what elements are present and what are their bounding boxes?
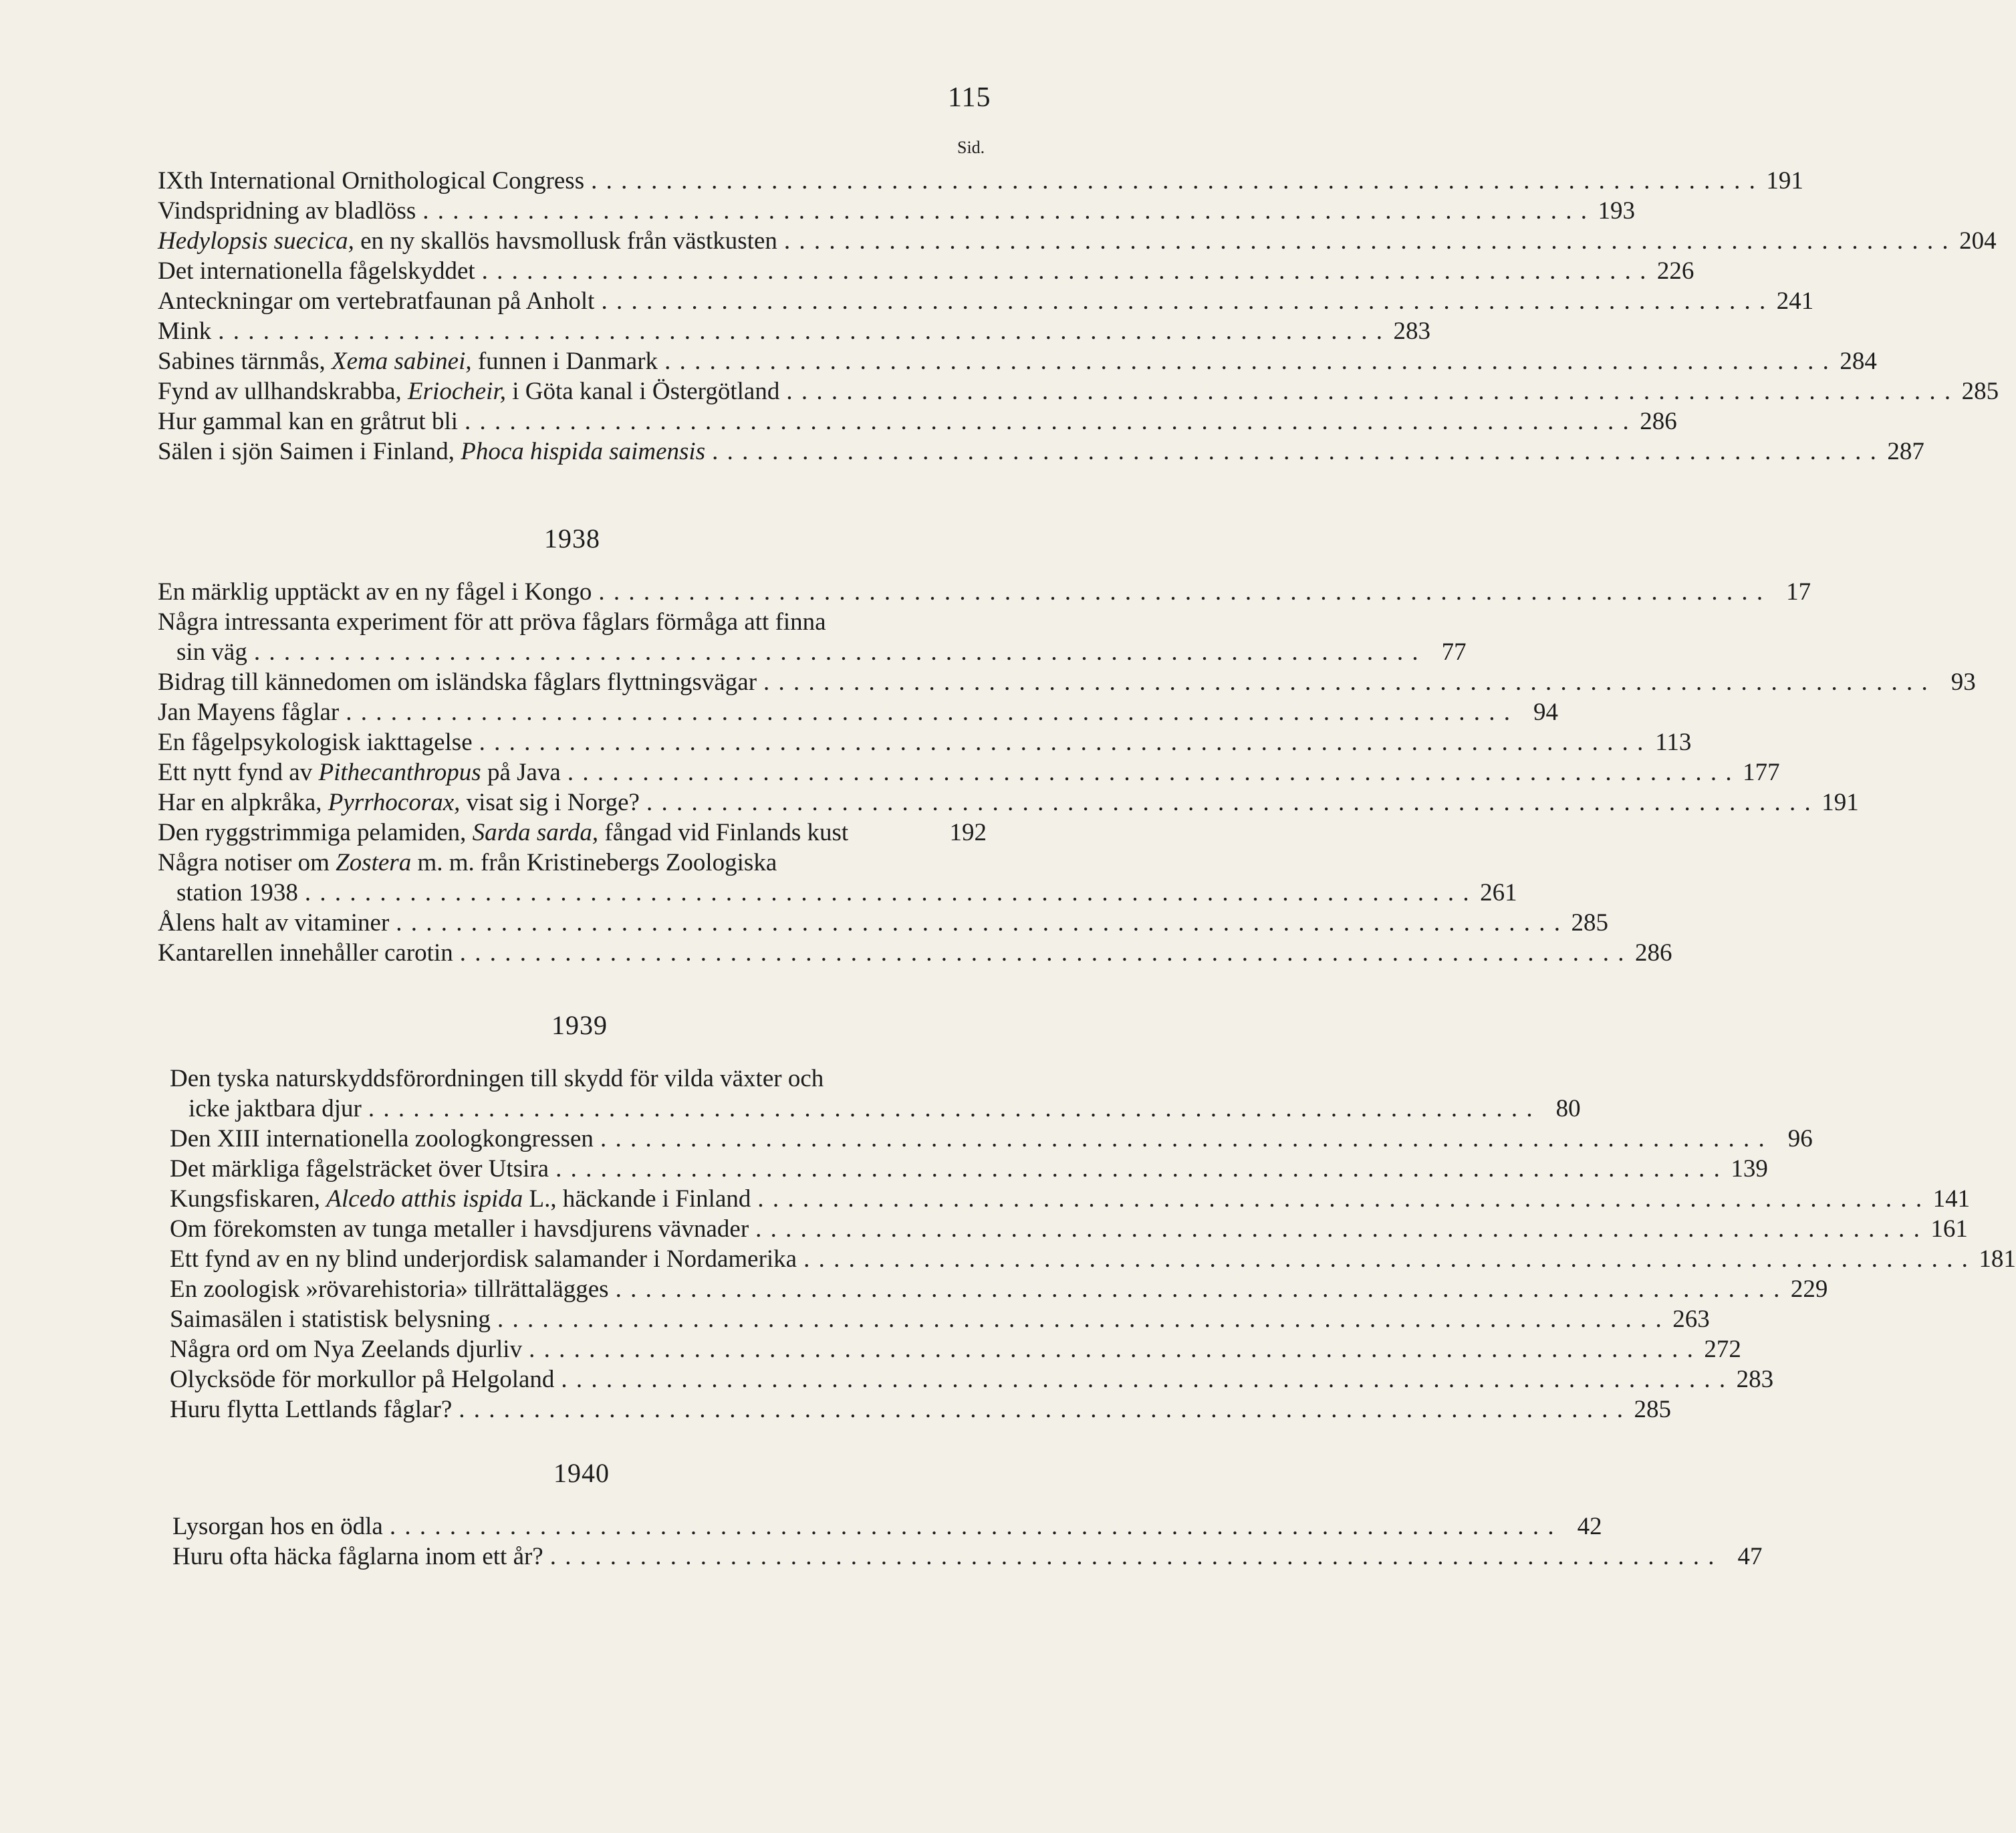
toc-entry [170, 1154, 1768, 1184]
entry-page: 77 [1441, 638, 1467, 666]
page-number: 115 [948, 82, 991, 113]
entry-title: IXth International Ornithological Congress [158, 167, 585, 195]
year-heading: 1939 [551, 1010, 608, 1040]
toc-entry [170, 1094, 1581, 1124]
species-name: Xema sabinei, [331, 348, 472, 375]
entry-page: 141 [1932, 1185, 1971, 1213]
entry-page: 181 [1979, 1245, 2016, 1273]
entry-title-pre: Sälen i sjön Saimen i Finland, [158, 438, 461, 465]
toc-entry [170, 1304, 1710, 1334]
entry-title: Vindspridning av bladlöss [158, 197, 416, 225]
entry-title: Några ord om Nya Zeelands djurliv [170, 1336, 523, 1363]
toc-entry [158, 196, 1636, 226]
dot-leader [763, 667, 1928, 697]
toc-entry [158, 226, 1997, 256]
entry-title: Huru ofta häcka fåglarna inom ett år? [172, 1543, 543, 1570]
entry-title-pre: Några notiser om [158, 849, 336, 876]
toc-entry [158, 818, 987, 848]
dot-leader [465, 406, 1629, 437]
entry-title: icke jaktbara djur [188, 1095, 362, 1122]
dot-leader [459, 1394, 1623, 1425]
toc-entry [158, 938, 1672, 968]
dot-leader [396, 908, 1560, 938]
toc-section-continued [158, 166, 1999, 467]
entry-title-rest: på Java [481, 759, 561, 786]
toc-entry [170, 1124, 1813, 1154]
entry-title: Ålens halt av vitaminer [158, 909, 390, 937]
dot-leader [368, 1094, 1533, 1124]
toc-entry [158, 286, 1814, 316]
entry-title-pre: Fynd av ullhandskrabba, [158, 378, 408, 405]
page-column-label: Sid. [957, 138, 985, 157]
entry-title [158, 346, 658, 376]
entry-title: Huru flytta Lettlands fåglar? [170, 1396, 453, 1423]
toc-section-1938 [158, 523, 1976, 968]
entry-page: 272 [1704, 1336, 1741, 1363]
entry-page: 96 [1787, 1125, 1813, 1152]
dot-leader [712, 437, 1876, 467]
toc-entry [170, 1184, 1971, 1214]
toc-entry [158, 908, 1609, 938]
dot-leader [460, 938, 1624, 968]
entry-page: 191 [1821, 789, 1859, 816]
entry-page: 139 [1731, 1155, 1768, 1183]
entry-title [158, 757, 561, 787]
entry-title-pre: Sabines tärnmås, [158, 348, 332, 375]
entry-title: Ett fynd av en ny blind underjordisk salamander i Nordamerika [170, 1245, 797, 1273]
dot-leader [555, 1154, 1720, 1184]
toc-entry [158, 346, 1877, 376]
toc-entry-line1: Den tyska naturskyddsförordningen till skydd för vilda växter och [170, 1065, 824, 1092]
entry-title: sin väg [176, 638, 247, 666]
toc-entry [158, 787, 1859, 818]
toc-entry [158, 577, 1811, 607]
year-heading: 1938 [544, 523, 600, 554]
toc-section-1940 [172, 1457, 1763, 1572]
entry-title: Jan Mayens fåglar [158, 699, 340, 726]
entry-title: Olycksöde för morkullor på Helgoland [170, 1366, 555, 1393]
entry-page: 261 [1480, 879, 1517, 906]
species-name: Sarda sarda, [472, 819, 599, 846]
entry-page: 241 [1776, 287, 1814, 315]
toc-entry [158, 316, 1430, 346]
entry-title-rest: funnen i Danmark [471, 348, 658, 375]
entry-title-pre: Kungsfiskaren, [170, 1185, 327, 1213]
dot-leader [616, 1274, 1780, 1304]
entry-page: 177 [1743, 759, 1780, 786]
toc-entry [172, 1511, 1602, 1542]
entry-page: 47 [1737, 1543, 1763, 1570]
entry-page: 191 [1766, 167, 1803, 195]
dot-leader [601, 286, 1765, 316]
entry-title [158, 376, 779, 406]
entry-title-rest: en ny skallös havsmollusk från västkusten [354, 227, 777, 255]
dot-leader [529, 1334, 1693, 1364]
entry-page: 193 [1598, 197, 1636, 225]
entry-title: Om förekomsten av tunga metaller i havsdjurens vävnader [170, 1215, 749, 1243]
dot-leader [784, 226, 1948, 256]
entry-title: En fågelpsykologisk iakttagelse [158, 729, 473, 756]
dot-leader [390, 1511, 1554, 1542]
year-heading: 1940 [553, 1458, 610, 1488]
entry-title: Det internationella fågelskyddet [158, 257, 475, 285]
entry-page: 17 [1786, 578, 1811, 606]
toc-entry [170, 1394, 1671, 1425]
entry-page: 161 [1930, 1215, 1968, 1243]
dot-leader [755, 1214, 1920, 1244]
entry-page: 204 [1959, 227, 1997, 255]
dot-leader [422, 196, 1587, 226]
species-name: Pithecanthropus [318, 759, 481, 786]
toc-entry-line1: Några intressanta experiment för att pröva fåglars förmåga att finna [158, 608, 826, 636]
entry-title-rest: fångad vid Finlands kust [598, 819, 849, 846]
dot-leader [479, 727, 1644, 757]
species-name: Zostera [336, 849, 412, 876]
entry-page: 284 [1840, 348, 1877, 375]
toc-entry [158, 376, 1999, 406]
dot-leader [561, 1364, 1725, 1394]
dot-leader [600, 1124, 1765, 1154]
entry-page: 283 [1736, 1366, 1774, 1393]
entry-title-rest: visat sig i Norge? [460, 789, 640, 816]
toc-entry [158, 878, 1517, 908]
entry-page: 263 [1672, 1306, 1710, 1333]
dot-leader [218, 316, 1382, 346]
species-name: Hedylopsis suecica, [158, 227, 354, 255]
toc-entry [158, 406, 1677, 437]
toc-entry [158, 166, 1803, 196]
dot-leader [568, 757, 1732, 787]
entry-page: 94 [1533, 699, 1558, 726]
toc-entry [158, 637, 1467, 667]
entry-page: 42 [1577, 1513, 1602, 1540]
toc-entry [170, 1244, 2016, 1274]
species-name: Phoca hispida saimensis [461, 438, 706, 465]
entry-title: En märklig upptäckt av en ny fågel i Kongo [158, 578, 592, 606]
toc-entry [172, 1542, 1763, 1572]
entry-title: Mink [158, 318, 212, 345]
entry-title: Lysorgan hos en ödla [172, 1513, 383, 1540]
toc-entry [158, 437, 1924, 467]
entry-title [158, 437, 705, 467]
dot-leader [497, 1304, 1662, 1334]
species-name: Pyrrhocorax, [328, 789, 461, 816]
entry-page: 229 [1790, 1275, 1828, 1303]
entry-page: 286 [1634, 939, 1672, 967]
entry-page: 283 [1393, 318, 1430, 345]
entry-title-pre: Den ryggstrimmiga pelamiden, [158, 819, 473, 846]
entry-page: 192 [949, 819, 987, 846]
dot-leader [803, 1244, 1968, 1274]
toc-entry [170, 1364, 1774, 1394]
entry-title-pre: Ett nytt fynd av [158, 759, 319, 786]
entry-title [158, 226, 777, 256]
entry-page: 113 [1655, 729, 1692, 756]
dot-leader [646, 787, 1811, 818]
toc-entry [158, 697, 1558, 727]
entry-title-pre: Har en alpkråka, [158, 789, 328, 816]
entry-title: Den XIII internationella zoologkongressen [170, 1125, 594, 1152]
entry-title: Saimasälen i statistisk belysning [170, 1306, 491, 1333]
entry-page: 80 [1555, 1095, 1581, 1122]
entry-title [170, 1184, 751, 1214]
entry-page: 287 [1887, 438, 1924, 465]
entry-title: Hur gammal kan en gråtrut bli [158, 408, 459, 435]
toc-entry [170, 1274, 1828, 1304]
species-name: Alcedo atthis ispida [326, 1185, 523, 1213]
entry-page: 93 [1950, 668, 1976, 696]
entry-title-rest: i Göta kanal i Östergötland [506, 378, 780, 405]
entry-title-rest: m. m. från Kristinebergs Zoologiska [411, 849, 777, 876]
species-name: Eriocheir, [408, 378, 506, 405]
dot-leader [550, 1542, 1715, 1572]
entry-page: 285 [1571, 909, 1609, 937]
entry-title: station 1938 [176, 879, 298, 906]
toc-section-1939 [170, 1009, 2016, 1425]
toc-entry [158, 757, 1780, 787]
toc-entry [158, 256, 1694, 286]
toc-entry-line1 [158, 848, 987, 878]
entry-title: Det märkliga fågelsträcket över Utsira [170, 1155, 549, 1183]
dot-leader [482, 256, 1646, 286]
entry-page: 286 [1640, 408, 1677, 435]
entry-title: En zoologisk »rövarehistoria» tillrättalägges [170, 1275, 609, 1303]
entry-title [158, 818, 848, 848]
entry-title [158, 787, 640, 818]
entry-page: 226 [1656, 257, 1694, 285]
entry-title: Bidrag till kännedomen om isländska fåglars flyttningsvägar [158, 668, 757, 696]
entry-title-rest: L., häckande i Finland [523, 1185, 751, 1213]
toc-entry [158, 667, 1976, 697]
dot-leader [305, 878, 1469, 908]
dot-leader [786, 376, 1950, 406]
dot-leader [254, 637, 1418, 667]
dot-leader [757, 1184, 1922, 1214]
dot-leader [346, 697, 1510, 727]
entry-page: 285 [1961, 378, 1999, 405]
toc-entry [170, 1214, 1968, 1244]
dot-leader [664, 346, 1829, 376]
entry-title: Kantarellen innehåller carotin [158, 939, 453, 967]
dot-leader [591, 166, 1755, 196]
entry-title: Anteckningar om vertebratfaunan på Anholt [158, 287, 595, 315]
toc-entry [170, 1334, 1741, 1364]
toc-entry [158, 727, 1692, 757]
dot-leader [598, 577, 1763, 607]
entry-page: 285 [1634, 1396, 1671, 1423]
